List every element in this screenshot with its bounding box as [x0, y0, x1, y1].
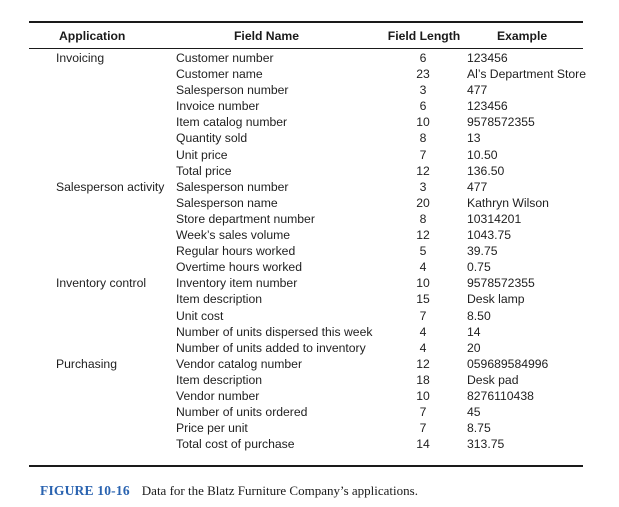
cell-example: 10314201: [467, 211, 522, 226]
cell-field-length: 6: [419, 99, 427, 114]
table-row: [29, 243, 583, 259]
cell-field-name: Number of units ordered: [176, 405, 308, 420]
table-row: [29, 179, 583, 195]
cell-field-length: 20: [416, 195, 430, 210]
cell-application: [29, 130, 176, 146]
cell-application: [29, 324, 176, 340]
table-row: [29, 66, 583, 82]
cell-example: 477: [467, 179, 488, 194]
cell-application: Salesperson activity: [56, 179, 165, 194]
cell-field-name: Item description: [176, 292, 263, 307]
cell-field-name: Price per unit: [176, 421, 248, 436]
cell-example: 9578572355: [467, 115, 535, 130]
header-example: Example: [497, 28, 548, 43]
table-bottom-rule: [29, 465, 583, 467]
cell-field-length: 10: [416, 276, 430, 291]
cell-example: Al’s Department Store: [467, 67, 586, 82]
cell-field-length: 7: [419, 421, 427, 436]
cell-field-name: Week’s sales volume: [176, 228, 291, 243]
cell-field-length: 6: [419, 51, 427, 65]
cell-field-name: Quantity sold: [176, 131, 248, 146]
cell-field-name: Inventory item number: [176, 276, 298, 291]
cell-application: [29, 66, 176, 82]
header-row: [29, 23, 583, 48]
cell-application: [29, 195, 176, 211]
cell-application: [29, 388, 176, 404]
table-row: [29, 130, 583, 146]
cell-application: [29, 243, 176, 259]
cell-field-length: 12: [416, 356, 430, 371]
cell-field-name: Item description: [176, 372, 263, 387]
cell-field-name: Item catalog number: [176, 115, 288, 130]
cell-field-name: Customer name: [176, 67, 263, 82]
cell-field-length: 18: [416, 372, 430, 387]
cell-example: 10.50: [467, 147, 498, 162]
cell-field-name: Total price: [176, 163, 232, 178]
table-row: [29, 211, 583, 227]
cell-field-length: 4: [419, 324, 427, 339]
header-application: Application: [59, 28, 126, 43]
figure-caption-text: Data for the Blatz Furniture Company’s applications.: [141, 483, 418, 498]
figure-caption: [40, 483, 418, 499]
cell-application: [29, 82, 176, 98]
cell-example: Desk lamp: [467, 292, 525, 307]
cell-field-name: Unit cost: [176, 308, 224, 323]
cell-example: 0.75: [467, 260, 491, 275]
cell-field-length: 10: [416, 388, 430, 403]
cell-field-name: Vendor number: [176, 388, 260, 403]
table-row: [29, 195, 583, 211]
cell-application: [29, 98, 176, 114]
data-table: [29, 23, 586, 452]
cell-example: 13: [467, 131, 481, 146]
table-row: [29, 147, 583, 163]
cell-example: 8276110438: [467, 388, 534, 403]
cell-field-name: Number of units dispersed this week: [176, 324, 373, 339]
cell-example: 45: [467, 405, 481, 420]
cell-example: 20: [467, 340, 481, 355]
table-row: [29, 308, 583, 324]
cell-field-length: 8: [419, 131, 427, 146]
cell-field-name: Number of units added to inventory: [176, 340, 366, 355]
cell-example: 8.75: [467, 421, 491, 436]
cell-application: Purchasing: [56, 356, 117, 371]
cell-application: [29, 404, 176, 420]
cell-field-name: Salesperson name: [176, 195, 278, 210]
cell-field-length: 3: [419, 83, 427, 98]
cell-field-length: 7: [419, 405, 427, 420]
cell-field-length: 14: [416, 437, 430, 452]
table-row: [29, 356, 583, 372]
cell-field-length: 4: [419, 260, 427, 275]
table-header: [29, 23, 583, 48]
cell-field-length: 5: [419, 244, 427, 259]
cell-application: [29, 291, 176, 307]
table-row: [29, 259, 583, 275]
cell-field-length: 12: [416, 163, 430, 178]
cell-example: 14: [467, 324, 481, 339]
cell-field-length: 10: [416, 115, 430, 130]
cell-field-name: Customer number: [176, 51, 274, 65]
cell-application: [29, 340, 176, 356]
table-row: [29, 291, 583, 307]
cell-field-length: 7: [419, 308, 427, 323]
cell-application: [29, 436, 176, 452]
cell-field-name: Salesperson number: [176, 83, 289, 98]
table-row: [29, 48, 583, 66]
cell-field-length: 15: [416, 292, 430, 307]
table-row: [29, 372, 583, 388]
header-field-length: Field Length: [387, 28, 461, 43]
cell-application: [29, 308, 176, 324]
cell-example: 8.50: [467, 308, 491, 323]
cell-field-name: Invoice number: [176, 99, 260, 114]
table-row: [29, 275, 583, 291]
cell-application: [29, 211, 176, 227]
cell-example: Desk pad: [467, 372, 519, 387]
table-row: [29, 82, 583, 98]
cell-example: 059689584996: [467, 356, 549, 371]
table-row: [29, 114, 583, 130]
cell-field-name: Total cost of purchase: [176, 437, 295, 452]
table-row: [29, 324, 583, 340]
cell-field-length: 7: [419, 147, 427, 162]
cell-example: Kathryn Wilson: [467, 195, 549, 210]
cell-field-length: 12: [416, 228, 430, 243]
header-field-name: Field Name: [233, 28, 300, 43]
table-row: [29, 227, 583, 243]
cell-field-length: 3: [419, 179, 427, 194]
cell-example: 39.75: [467, 244, 498, 259]
table-row: [29, 340, 583, 356]
cell-application: [29, 420, 176, 436]
cell-field-name: Vendor catalog number: [176, 356, 303, 371]
cell-application: [29, 114, 176, 130]
cell-field-name: Unit price: [176, 147, 228, 162]
cell-field-name: Overtime hours worked: [176, 260, 302, 275]
cell-field-name: Store department number: [176, 211, 315, 226]
cell-field-length: 23: [416, 67, 430, 82]
cell-application: [29, 259, 176, 275]
cell-field-length: 8: [419, 211, 427, 226]
table-row: [29, 420, 583, 436]
cell-application: [29, 227, 176, 243]
cell-example: 136.50: [467, 163, 505, 178]
table-row: [29, 98, 583, 114]
cell-field-name: Regular hours worked: [176, 244, 296, 259]
cell-example: 477: [467, 83, 488, 98]
cell-example: 123456: [467, 51, 508, 65]
table-row: [29, 436, 583, 452]
cell-application: [29, 372, 176, 388]
cell-example: 123456: [467, 99, 508, 114]
table-row: [29, 163, 583, 179]
cell-example: 313.75: [467, 437, 505, 452]
cell-example: 1043.75: [467, 228, 512, 243]
cell-field-length: 4: [419, 340, 427, 355]
table-body: [29, 48, 586, 452]
table-row: [29, 404, 583, 420]
cell-application: Invoicing: [56, 51, 105, 65]
cell-field-name: Salesperson number: [176, 179, 289, 194]
cell-application: Inventory control: [56, 276, 147, 291]
cell-example: 9578572355: [467, 276, 535, 291]
table-row: [29, 388, 583, 404]
cell-application: [29, 147, 176, 163]
figure-label: FIGURE 10-16: [40, 483, 130, 498]
cell-application: [29, 163, 176, 179]
